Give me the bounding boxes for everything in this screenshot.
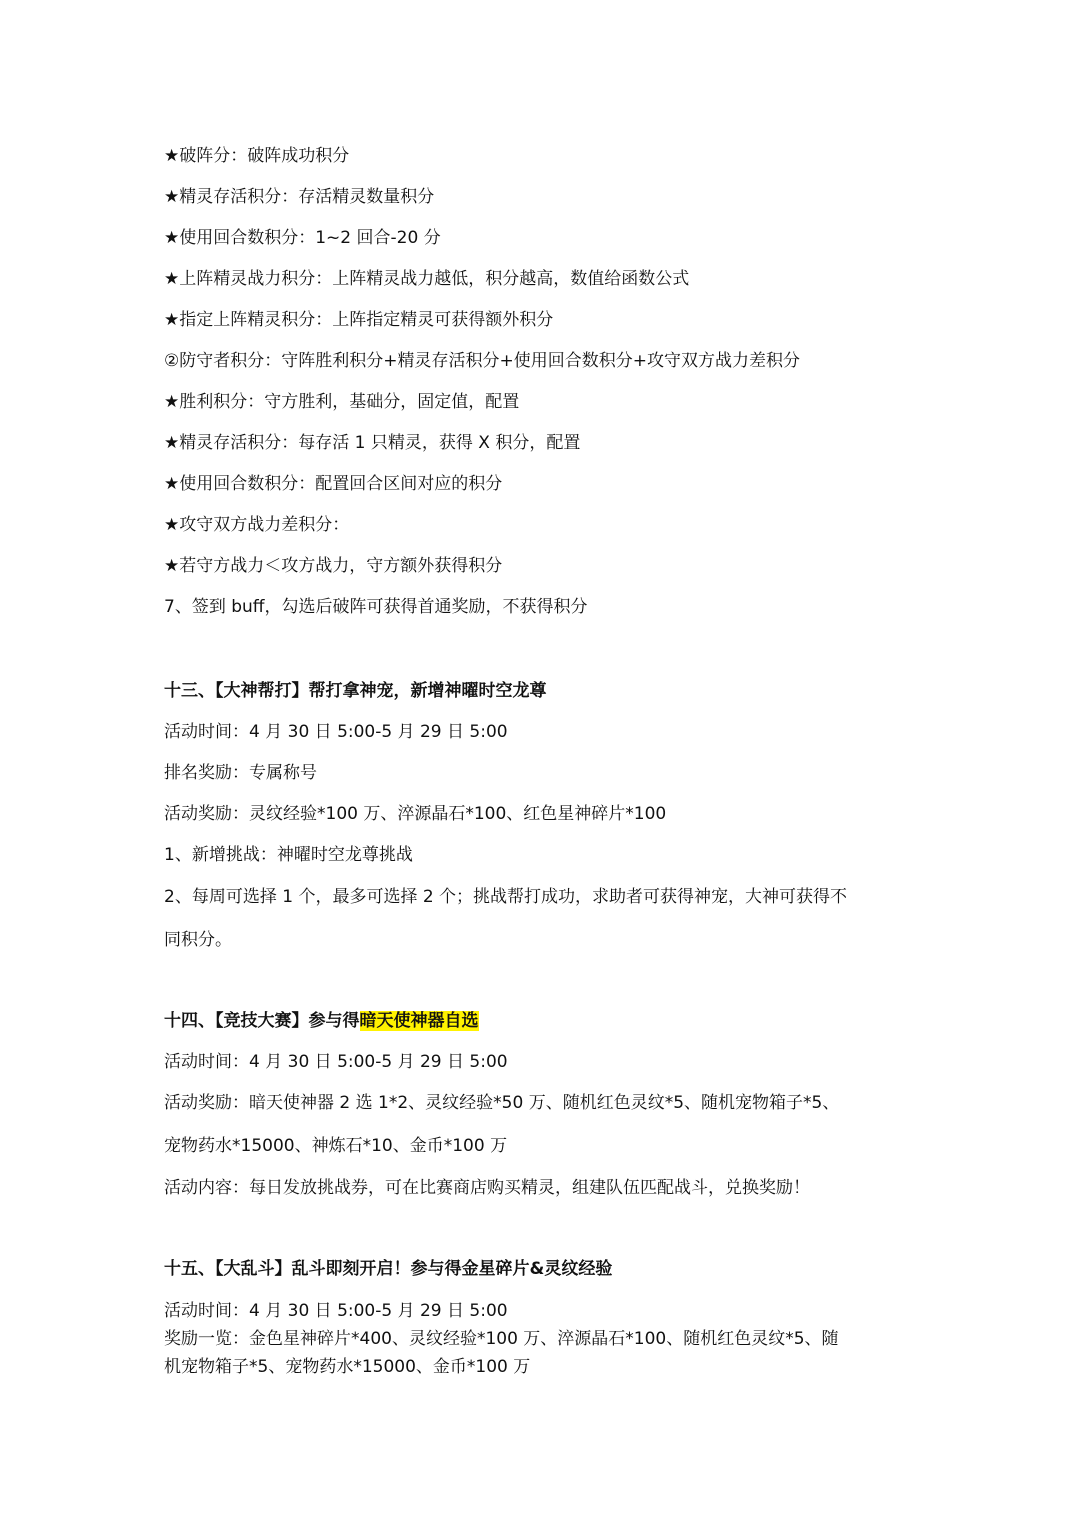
defender-item-extra: ★若守方战力＜攻方战力，守方额外获得积分 bbox=[164, 556, 503, 576]
section-14-content: 活动内容：每日发放挑战券，可在比赛商店购买精灵，组建队伍匹配战斗，兑换奖励！ bbox=[164, 1178, 810, 1198]
section-14-title bbox=[164, 1009, 924, 1033]
defender-item-power-diff: ★攻守双方战力差积分： bbox=[164, 515, 350, 535]
section-15-reward-line-1: 奖励一览：金色星神碎片*400、灵纹经验*100 万、淬源晶石*100、随机红色灵纹*5、随 bbox=[164, 1329, 839, 1349]
scoring-item-survival: ★精灵存活积分：存活精灵数量积分 bbox=[164, 187, 435, 207]
section-15-time: 活动时间：4 月 30 日 5:00-5 月 29 日 5:00 bbox=[164, 1301, 508, 1321]
section-14-reward-line-1: 活动奖励：暗天使神器 2 选 1*2、灵纹经验*50 万、随机红色灵纹*5、随机宠物箱子*5、 bbox=[164, 1093, 840, 1113]
section-13-time: 活动时间：4 月 30 日 5:00-5 月 29 日 5:00 bbox=[164, 722, 508, 742]
section-14-title-prefix: 十四、【竞技大赛】参与得 bbox=[164, 1011, 360, 1031]
defender-item-survival: ★精灵存活积分：每存活 1 只精灵，获得 X 积分，配置 bbox=[164, 433, 581, 453]
section-13-item-1: 1、新增挑战：神曜时空龙尊挑战 bbox=[164, 845, 413, 865]
scoring-item-designated: ★指定上阵精灵积分：上阵指定精灵可获得额外积分 bbox=[164, 310, 554, 330]
scoring-item-power: ★上阵精灵战力积分：上阵精灵战力越低，积分越高，数值给函数公式 bbox=[164, 269, 690, 289]
defender-item-rounds: ★使用回合数积分：配置回合区间对应的积分 bbox=[164, 474, 503, 494]
section-14-reward-line-2: 宠物药水*15000、神炼石*10、金币*100 万 bbox=[164, 1136, 508, 1156]
scoring-item-7: 7、签到 buff，勾选后破阵可获得首通奖励，不获得积分 bbox=[164, 597, 588, 617]
section-13-title: 十三、【大神帮打】帮打拿神宠，新增神曜时空龙尊 bbox=[164, 681, 547, 701]
section-14-time: 活动时间：4 月 30 日 5:00-5 月 29 日 5:00 bbox=[164, 1052, 508, 1072]
section-15-reward-line-2: 机宠物箱子*5、宠物药水*15000、金币*100 万 bbox=[164, 1357, 531, 1377]
scoring-item-rounds: ★使用回合数积分：1~2 回合-20 分 bbox=[164, 228, 441, 248]
section-13-reward: 活动奖励：灵纹经验*100 万、淬源晶石*100、红色星神碎片*100 bbox=[164, 804, 667, 824]
section-15-title: 十五、【大乱斗】乱斗即刻开启！参与得金星碎片&灵纹经验 bbox=[164, 1259, 613, 1279]
section-14-title-highlight: 暗天使神器自选 bbox=[359, 1011, 479, 1031]
scoring-item-break: ★破阵分：破阵成功积分 bbox=[164, 146, 350, 166]
section-13-rank-reward: 排名奖励：专属称号 bbox=[164, 763, 317, 783]
section-13-item-2-line-2: 同积分。 bbox=[164, 930, 232, 950]
section-13-item-2-line-1: 2、每周可选择 1 个，最多可选择 2 个；挑战帮打成功，求助者可获得神宠，大神可获得不 bbox=[164, 887, 848, 907]
defender-score-title: ②防守者积分：守阵胜利积分+精灵存活积分+使用回合数积分+攻守双方战力差积分 bbox=[164, 351, 800, 371]
defender-item-win: ★胜利积分：守方胜利，基础分，固定值，配置 bbox=[164, 392, 520, 412]
